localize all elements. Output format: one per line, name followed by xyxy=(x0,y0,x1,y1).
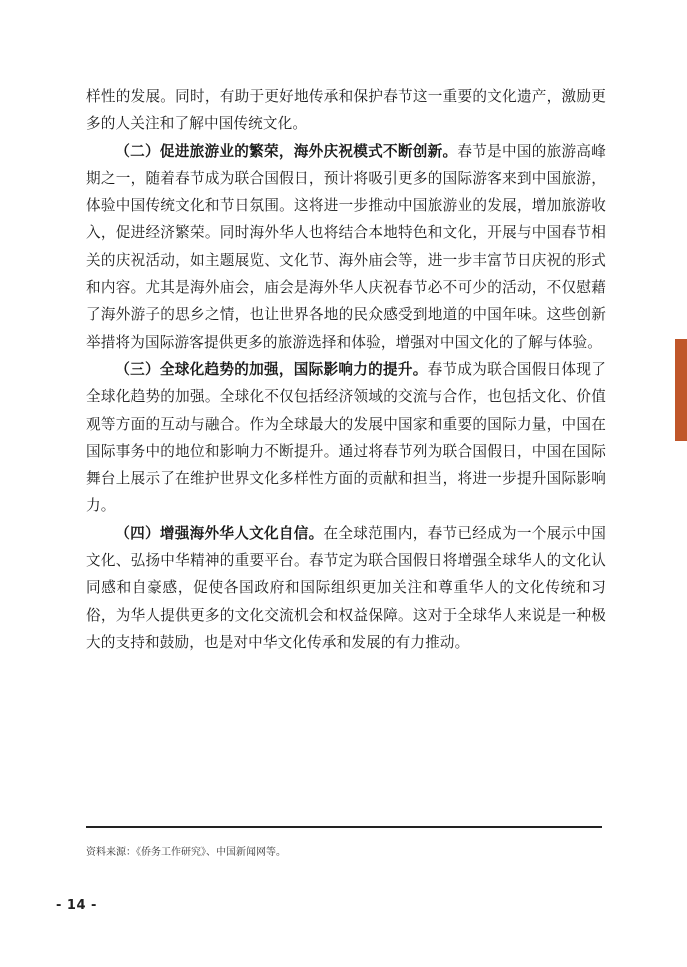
paragraph-globalization xyxy=(86,356,606,520)
paragraph-tourism xyxy=(86,138,606,356)
page-number: - 14 - xyxy=(56,898,97,913)
section-heading-globalization: （三）全球化趋势的加强，国际影响力的提升。 xyxy=(115,360,428,378)
section-heading-tourism: （二）促进旅游业的繁荣，海外庆祝模式不断创新。 xyxy=(115,142,458,160)
paragraph-confidence xyxy=(86,520,606,656)
chapter-side-tab xyxy=(675,339,687,441)
paragraph-tourism-text: 春节是中国的旅游高峰期之一，随着春节成为联合国假日，预计将吸引更多的国际游客来到中国旅游，体验中国传统文化和节日氛围。这将进一步推动中国旅游业的发展，增加旅游收入，促进经济繁荣。同时海外华人也将结合本地特色和文化，开展与中国春节相关的庆祝活动，如主题展览、文化节、海外庙会等，进一步丰富节日庆祝的形式和内容。尤其是海外庙会，庙会是海外华人庆祝春节必不可少的活动，不仅慰藉了海外游子的思乡之情，也让世界各地的民众感受到地道的中国年味。这些创新举措将为国际游客提供更多的旅游选择和体验，增强对中国文化的了解与体验。 xyxy=(86,142,606,351)
footnote-divider xyxy=(86,826,602,828)
paragraph-globalization-text: 春节成为联合国假日体现了全球化趋势的加强。全球化不仅包括经济领域的交流与合作，也包括文化、价值观等方面的互动与融合。作为全球最大的发展中国家和重要的国际力量，中国在国际事务中的地位和影响力不断提升。通过将春节列为联合国假日，中国在国际舞台上展示了在维护世界文化多样性方面的贡献和担当，将进一步提升国际影响力。 xyxy=(86,360,606,515)
paragraph-intro xyxy=(86,83,606,138)
footnote-source: 资料来源：《侨务工作研究》、中国新闻网等。 xyxy=(86,847,286,858)
article-body xyxy=(86,83,606,656)
paragraph-confidence-text: 在全球范围内，春节已经成为一个展示中国文化、弘扬中华精神的重要平台。春节定为联合国假日将增强全球华人的文化认同感和自豪感，促使各国政府和国际组织更加关注和尊重华人的文化传统和习俗，为华人提供更多的文化交流机会和权益保障。这对于全球华人来说是一种极大的支持和鼓励，也是对中华文化传承和发展的有力推动。 xyxy=(86,524,606,651)
paragraph-intro-text: 样性的发展。同时，有助于更好地传承和保护春节这一重要的文化遗产，激励更多的人关注和了解中国传统文化。 xyxy=(86,88,606,133)
section-heading-confidence: （四）增强海外华人文化自信。 xyxy=(115,524,324,542)
